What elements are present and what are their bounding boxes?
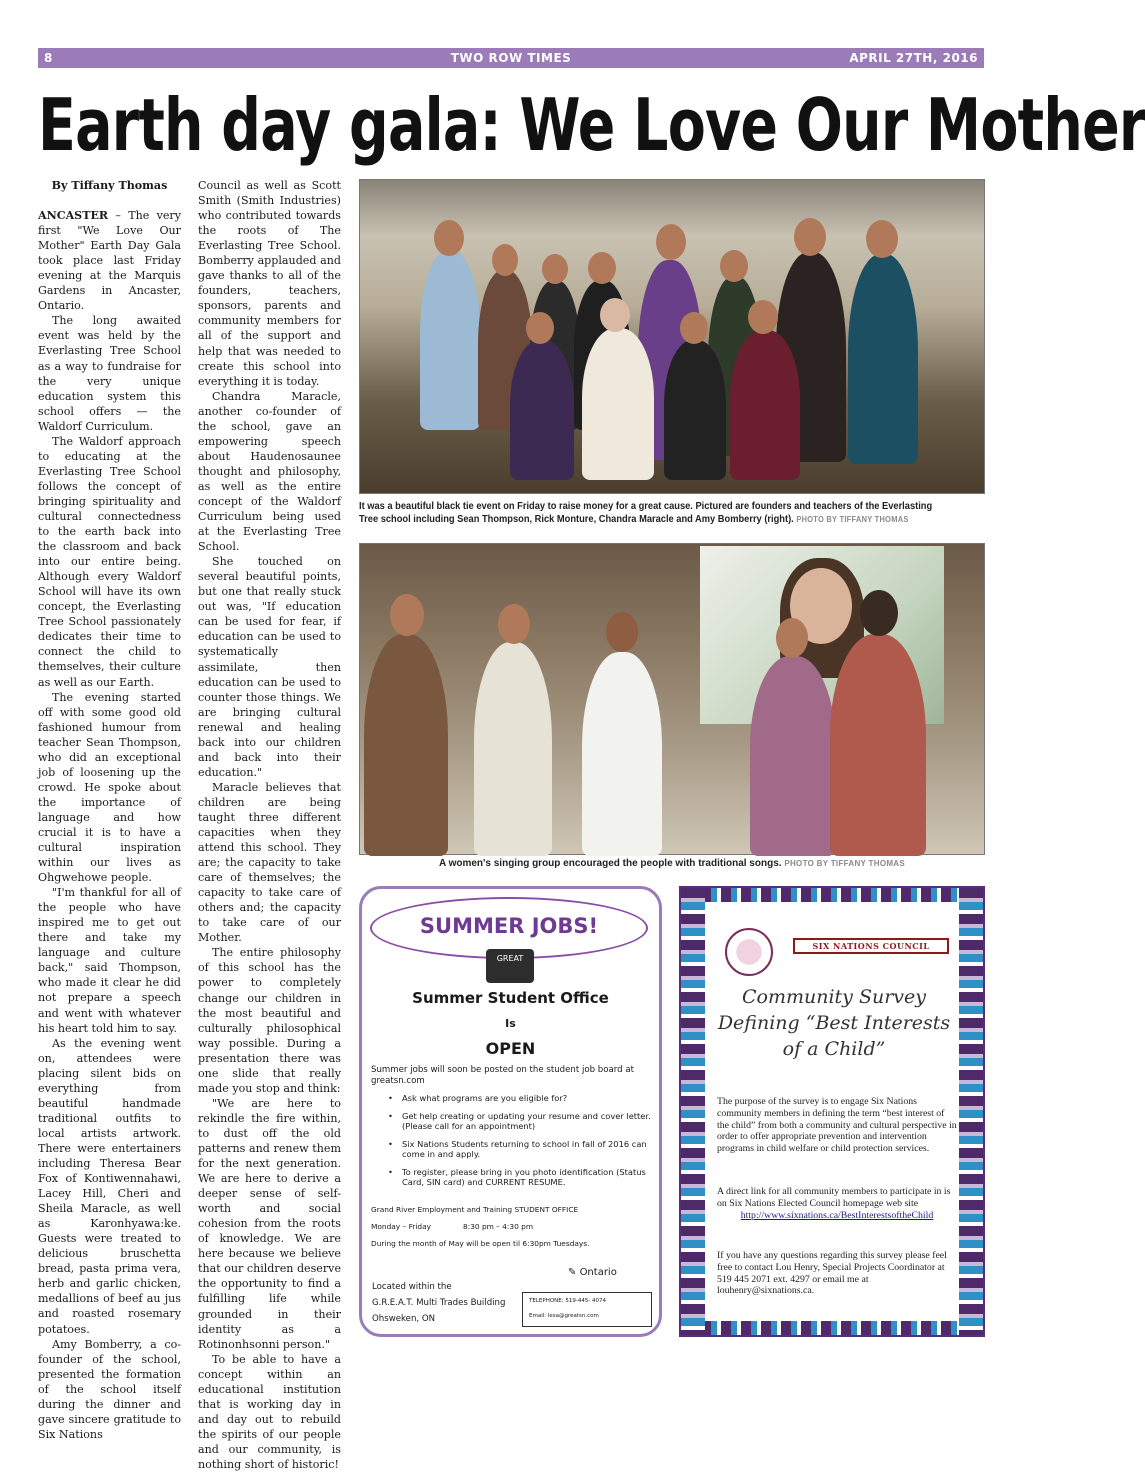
- great-logo: GREAT: [486, 949, 534, 983]
- ontario-logo: ✎ Ontario: [568, 1267, 617, 1278]
- location-line: Located within the: [372, 1282, 452, 1292]
- publication-name: TWO ROW TIMES: [450, 51, 572, 65]
- paragraph: Chandra Maracle, another co-founder of the school, gave an empowering speech about Haudenosaunee thought and philosophy, as well as the entire concept of the Waldorf Curriculum being used at the Everlasting Tree School.: [198, 389, 341, 554]
- survey-contact: If you have any questions regarding this survey please feel free to contact Lou Henry, Special Projects Coordinator at 519 445 2071 ext. 4297 or email me at louhenry@sixnations.ca.: [717, 1250, 947, 1297]
- article-headline: Earth day gala: We Love Our Mother: [38, 83, 1145, 167]
- survey-link[interactable]: http://www.sixnations.ca/BestInterestsoftheChild: [740, 1209, 934, 1221]
- page-header-bar: [38, 48, 984, 68]
- paragraph: Amy Bomberry, a co-founder of the school, presented the formation of the school itself during the dinner and gave sincere gratitude to Six Nations: [38, 1337, 181, 1441]
- location-line: Ohsweken, ON: [372, 1314, 436, 1324]
- list-item: • Ask what programs are you eligible for?: [388, 1093, 654, 1104]
- page-number: 8: [44, 51, 53, 65]
- singer-figure: [582, 652, 662, 856]
- article-column-2: [198, 178, 341, 1472]
- location-line: G.R.E.A.T. Multi Trades Building: [372, 1298, 506, 1308]
- office-heading: Summer Student Office: [412, 989, 609, 1007]
- singer-head: [498, 604, 530, 644]
- list-item: • Six Nations Students returning to school in fall of 2016 can come in and apply.: [388, 1139, 654, 1160]
- person-head: [492, 244, 518, 276]
- paragraph-text: – The very first "We Love Our Mother" Earth Day Gala took place last Friday evening at the Marquis Gardens in Ancaster, Ontario.: [38, 209, 181, 313]
- person-figure: [582, 328, 654, 480]
- person-figure: [730, 330, 800, 480]
- survey-link-intro: A direct link for all community members to participate in is on Six Nations Elected Council homepage web site: [717, 1186, 951, 1209]
- summer-jobs-banner: SUMMER JOBS!: [419, 914, 599, 938]
- survey-title: [707, 984, 961, 1062]
- survey-link-block: [717, 1186, 957, 1221]
- singer-head: [860, 590, 898, 636]
- singer-head: [390, 594, 424, 636]
- person-figure: [510, 340, 574, 480]
- decorative-border-top: [681, 888, 983, 902]
- photo-caption: [359, 858, 985, 871]
- person-head: [434, 220, 464, 256]
- office-heading-open: OPEN: [485, 1039, 536, 1058]
- list-item: • Get help creating or updating your resume and cover letter. (Please call for an appointment): [388, 1111, 654, 1132]
- article-column-1: [38, 178, 181, 1442]
- decorative-border-left: [681, 888, 705, 1335]
- paragraph: Council as well as Scott Smith (Smith Industries) who contributed towards the roots of The Everlasting Tree School. Bomberry applauded and gave thanks to all of the founders, teachers, sponsors, parents and community members for all of the support and help that was needed to create this school into everything it is today.: [198, 179, 341, 388]
- singer-figure: [750, 656, 836, 856]
- jobs-intro: Summer jobs will soon be posted on the student job board at greatsn.com: [371, 1065, 634, 1086]
- person-head: [748, 300, 778, 334]
- paragraph: To be able to have a concept within an educational institution that is working day in and day out to rebuild the spirits of our people and our community, is nothing short of historic!: [198, 1352, 341, 1471]
- survey-title-line: of a Child”: [782, 1038, 886, 1060]
- paragraph: Maracle believes that children are being taught three different capacities when they attend this school. They are; the capacity to take care of themselves; the capacity to take care of others and; the capacity to take care of our Mother.: [198, 780, 341, 945]
- singer-figure: [364, 634, 448, 856]
- office-hours: 8:30 pm – 4:30 pm: [463, 1222, 534, 1231]
- telephone: TELEPHONE: 519-445- 4074: [529, 1298, 607, 1304]
- person-figure: [848, 254, 918, 464]
- jobs-bullet-list: [388, 1093, 654, 1195]
- office-days: Monday – Friday: [371, 1222, 431, 1231]
- dateline: ANCASTER: [38, 209, 109, 223]
- person-head: [794, 218, 826, 256]
- survey-purpose: The purpose of the survey is to engage Six Nations community members in defining the term “best interest of the child” from both a community and cultural perspective in order to offer appropriate prevention and intervention programs in child welfare or child protection services.: [717, 1096, 957, 1155]
- may-hours-note: During the month of May will be open til 6:30pm Tuesdays.: [371, 1239, 590, 1248]
- paragraph: As the evening went on, attendees were placing silent bids on everything from beautiful handmade traditional outfits to local artists artwork. There were entertainers including Theresa Bear Fox of Kontiwennahawi, Lacey Hill, Cheri and Sheila Maracle, as well as Karonhyawa:ke. Guests were treated to delicious bruschetta bread, pasta prima vera, herb and garlic chicken, medallions of beef au jus and roasted rosemary potatoes.: [38, 1036, 181, 1336]
- list-item: • To register, please bring in you photo identification (Status Card, SIN card) and CURRENT RESUME.: [388, 1167, 654, 1188]
- ontario-label: Ontario: [579, 1267, 617, 1278]
- summer-jobs-ad: [359, 886, 662, 1337]
- six-nations-council-logo: SIX NATIONS COUNCIL: [793, 938, 949, 954]
- email: Email: lesa@greatsn.com: [529, 1313, 599, 1319]
- singer-figure: [830, 634, 926, 856]
- singer-head: [776, 618, 808, 658]
- paragraph: "I'm thankful for all of the people who have inspired me to get out there and take my language and culture back," said Thompson, who made it clear he did not prepare a speech and went with whatever his heart told him to say.: [38, 886, 181, 1035]
- survey-title-line: Community Survey: [741, 986, 927, 1008]
- byline: By Tiffany Thomas: [51, 179, 168, 192]
- community-survey-ad: [679, 886, 985, 1337]
- singer-head: [606, 612, 638, 652]
- photo-credit: PHOTO BY TIFFANY THOMAS: [784, 859, 906, 868]
- singer-figure: [474, 642, 552, 856]
- person-figure: [664, 340, 726, 480]
- paragraph: The Waldorf approach to educating at the Everlasting Tree School follows the concept of bringing spirituality and cultural connectedness to the earth back into the classroom and back into our entire being. Although every Waldorf School will have its own concept, the Everlasting Tree School passionately dedicates their time to connect the child to themselves, their culture as well as our Earth.: [38, 434, 181, 689]
- location-block: [372, 1279, 505, 1327]
- caption-text: It was a beautiful black tie event on Friday to raise money for a great cause. Pictured are founders and teachers of the Everlasting Tree school including Sean Thompson, Rick Monture, Chandra Maracle and Amy Bomberry (right).: [359, 501, 933, 525]
- contact-box: [522, 1292, 652, 1327]
- person-head: [526, 312, 554, 344]
- paragraph: [38, 208, 181, 313]
- photo-caption: [359, 501, 945, 526]
- person-head: [656, 224, 686, 260]
- paragraph: The evening started off with some good old fashioned humour from teacher Sean Thompson, who did an exceptional job of loosening up the crowd. He spoke about the importance of language and how crucial it is to have a cultural inspiration within our lives as Ohgwehowe people.: [38, 690, 181, 885]
- caption-text: A women's singing group encouraged the people with traditional songs.: [438, 858, 785, 869]
- paragraph: The long awaited event was held by the Everlasting Tree School as a way to fundraise for the very unique education system this school offers — the Waldorf Curriculum.: [38, 314, 181, 433]
- paragraph: She touched on several beautiful points, but one that really stuck out was, "If education can be used for fear, if education can be used to systematically assimilate, then education can be used to counter those things. We are bringing cultural renewal and healing back into our children and back into their education.": [198, 555, 341, 779]
- photo-credit: PHOTO BY TIFFANY THOMAS: [796, 514, 909, 524]
- person-head: [680, 312, 708, 344]
- issue-date: APRIL 27TH, 2016: [849, 51, 978, 65]
- group-photo: [359, 179, 985, 494]
- decorative-border-bottom: [681, 1321, 983, 1335]
- singing-group-photo: [359, 543, 985, 855]
- ogwadeni-logo: [725, 928, 773, 976]
- paragraph: "We are here to rekindle the fire within, to dust off the old patterns and renew them for the next generation. We are here to derive a deeper sense of self-worth and social cohesion from the roots of knowledge. We are here because we believe that our children deserve the opportunity to find a fulfilling life while grounded in their identity as a Rotinonhsonni person.": [198, 1096, 342, 1351]
- person-figure: [420, 250, 480, 430]
- survey-title-line: Defining “Best Interests: [717, 1012, 951, 1034]
- office-name: Grand River Employment and Training STUDENT OFFICE: [371, 1205, 579, 1214]
- person-head: [588, 252, 616, 284]
- decorative-border-right: [959, 888, 983, 1335]
- person-head: [600, 298, 630, 332]
- person-head: [866, 220, 898, 258]
- office-heading-is: Is: [505, 1017, 516, 1030]
- person-head: [542, 254, 568, 284]
- person-head: [720, 250, 748, 282]
- paragraph: The entire philosophy of this school has the power to completely change our children in the most beautiful and culturally philosophical way possible. During a presentation there was one slide that really made you stop and think:: [198, 946, 341, 1095]
